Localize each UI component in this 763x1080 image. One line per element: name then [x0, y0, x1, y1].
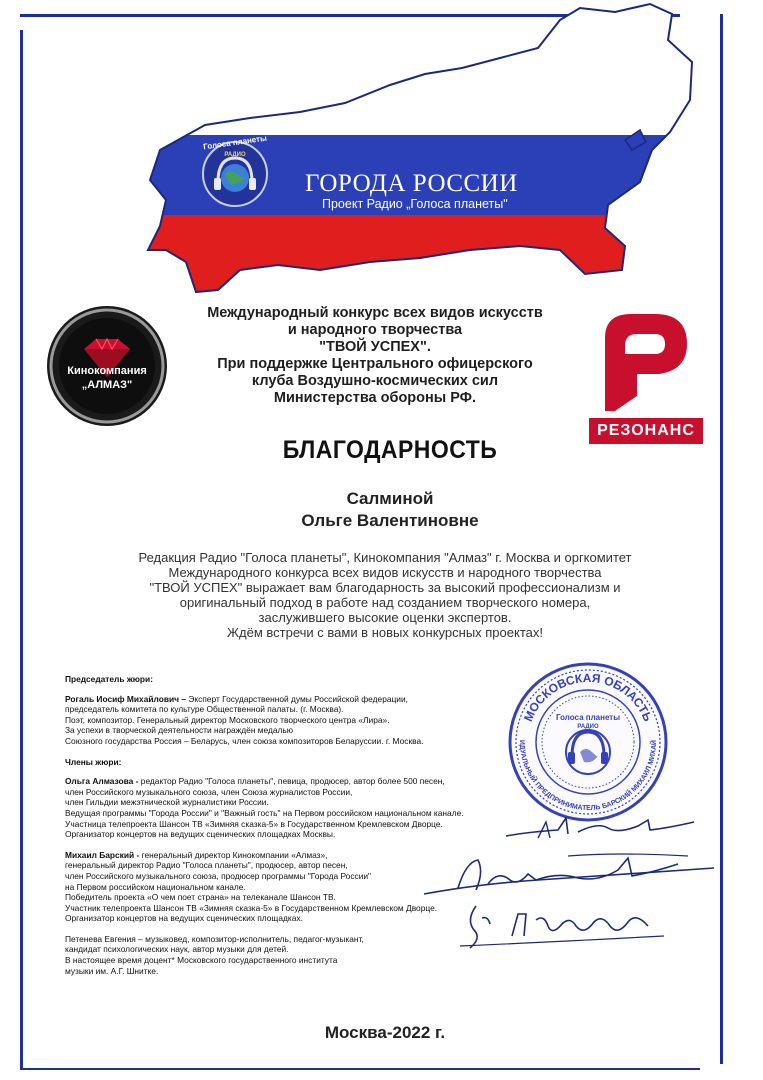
message-line: заслужившего высокие оценки экспертов. [258, 610, 512, 625]
jury-member-text: председатель комитета по культуре Общественной палаты. (г. Москва). [65, 704, 344, 715]
signature-3 [452, 896, 672, 956]
stamp-seal-icon [506, 660, 671, 825]
signature-icon [418, 850, 718, 900]
jury-member-text: на Первом российском национальном канале. [65, 881, 246, 892]
banner-title: ГОРОДА РОССИИ [305, 170, 518, 197]
footer-place-date: Москва-2022 г. [324, 1023, 446, 1042]
jury-member-text: музыки им. А.Г. Шнитке. [65, 965, 159, 976]
contest-line: и народного творчества [287, 322, 463, 338]
jury-member-text: Участник телепроекта Шансон ТВ «Зимняя сказка-5» в Государственном Кремлевском Дворце. [65, 902, 438, 913]
recipient-surname: Салминой [346, 489, 434, 508]
jury-member [65, 776, 485, 840]
almaz-logo [44, 303, 170, 429]
jury-member-text: член Гильдии межэтнической журналистики России. [65, 797, 269, 808]
page-title: БЛАГОДАРНОСТЬ [282, 436, 498, 464]
contest-line: клуба Воздушно-космических сил [251, 373, 499, 389]
jury-member-text: генеральный директор Кинокомпании «Алмаз», [139, 849, 328, 860]
jury-member-text: В настоящее время доцент* Московского государственного института [65, 955, 338, 966]
contest-line: При поддержке Центрального офицерского [217, 356, 533, 372]
official-stamp [506, 660, 671, 825]
message-line: оригинальный подход в работе над созданием творческого номера, [179, 595, 591, 610]
contest-line: Министерства обороны РФ. [273, 390, 477, 406]
stamp-inner-sub: РАДИО [577, 724, 599, 730]
jury-member-text: Ведущая программы "Города России" и "Важный гость" на Первом российском национальном канале. [65, 807, 464, 818]
resonans-logo [585, 306, 707, 446]
contest-line: Международный конкурс всех видов искусств [207, 305, 543, 321]
jury-members-title: Члены жюри: [65, 756, 122, 767]
russia-map-icon [0, 0, 763, 300]
contest-description [185, 305, 565, 407]
jury-member [65, 934, 485, 976]
jury-chair [65, 694, 485, 747]
jury-member-text: Поэт, композитор. Генеральный директор Московского творческого центра «Лира». [65, 714, 390, 725]
jury-member-text: кандидат психологических наук, автор музыки для детей. [65, 944, 289, 955]
jury-member-name: Михаил Барский - [65, 849, 140, 860]
jury-member-name: Ольга Алмазова - [65, 776, 139, 787]
jury-member-text: Союзного государства Россия – Беларусь, член союза композиторов Беларуссии. г. Москва. [65, 735, 424, 746]
stamp-inner-text: Голоса планеты [555, 713, 621, 722]
radio-logo-sub: РАДИО [224, 152, 246, 158]
jury-member-text: Организатор концертов на ведущих сценических площадках. [65, 913, 303, 924]
jury-member-text: Победитель проекта «О чем поет страна» на телеканале Шансон ТВ. [65, 892, 336, 903]
radio-logo-text: Голоса планеты [202, 133, 268, 152]
frame-bottom-line [20, 1068, 700, 1070]
almaz-logo-line2: „АЛМАЗ" [81, 379, 133, 391]
resonans-logo-text: РЕЗОНАНС [589, 418, 703, 444]
banner-subtitle: Проект Радио „Голоса планеты" [322, 197, 508, 211]
jury-member-text: редактор Радио "Голоса планеты", певица, продюсер, автор более 500 песен, [138, 776, 445, 787]
jury-member-text: За успехи в творческой деятельности награждён медалью [65, 725, 294, 736]
russia-map-banner [0, 0, 763, 300]
jury-member-text: Эксперт Государственной думы Российской федерации, [185, 693, 408, 704]
radio-logo [196, 132, 274, 210]
jury-member-text: Участница телепроекта Шансон ТВ «Зимняя сказка-5» в Государственном Кремлевском Дворце. [65, 818, 443, 829]
recipient-name [240, 488, 540, 532]
signature-icon [498, 808, 698, 848]
message-line: Ждём встречи с вами в новых конкурсных проектах! [227, 625, 543, 640]
recipient-given-names: Ольге Валентиновне [301, 511, 479, 530]
message-line: "ТВОЙ УСПЕХ" выражает вам благодарность за высокий профессионализм и [149, 580, 621, 595]
jury-member-text: генеральный директор Радио "Голоса планеты", продюсер, автор песен, [65, 860, 348, 871]
jury-member-text: Организатор концертов на ведущих сценических площадках Москвы. [65, 829, 336, 840]
jury-list [65, 674, 485, 976]
resonans-r-icon [585, 306, 707, 416]
signature-icon [452, 896, 672, 956]
jury-member-text: Петенева Евгения – музыковед, композитор-исполнитель, педагог-музыкант, [65, 933, 364, 944]
signature-2 [418, 850, 718, 900]
jury-member-text: член Российского музыкального союза, член Союза журналистов России, [65, 786, 353, 797]
jury-chair-title: Председатель жюри: [65, 674, 153, 684]
message-line: Редакция Радио "Голоса планеты", Кинокомпания "Алмаз" г. Москва и оргкомитет [138, 550, 632, 565]
stamp-top-text: МОСКОВСКАЯ ОБЛАСТЬ [521, 670, 655, 724]
gratitude-message [120, 550, 650, 640]
jury-member-name: Рогаль Иосиф Михайлович – [65, 693, 186, 704]
jury-member-text: член Российского музыкального союза, продюсер программы "Города России" [65, 870, 372, 881]
signature-1 [498, 808, 698, 848]
message-line: Международного конкурса всех видов искусств и народного творчества [168, 565, 602, 580]
contest-line: "ТВОЙ УСПЕХ". [319, 339, 431, 355]
almaz-logo-line1: Кинокомпания [67, 365, 147, 377]
stamp-ring-text: ИДУАЛЬНЫЙ ПРЕДПРИНИМАТЕЛЬ БАРСКИЙ МИХАИЛ МИХАЙ [517, 739, 659, 813]
